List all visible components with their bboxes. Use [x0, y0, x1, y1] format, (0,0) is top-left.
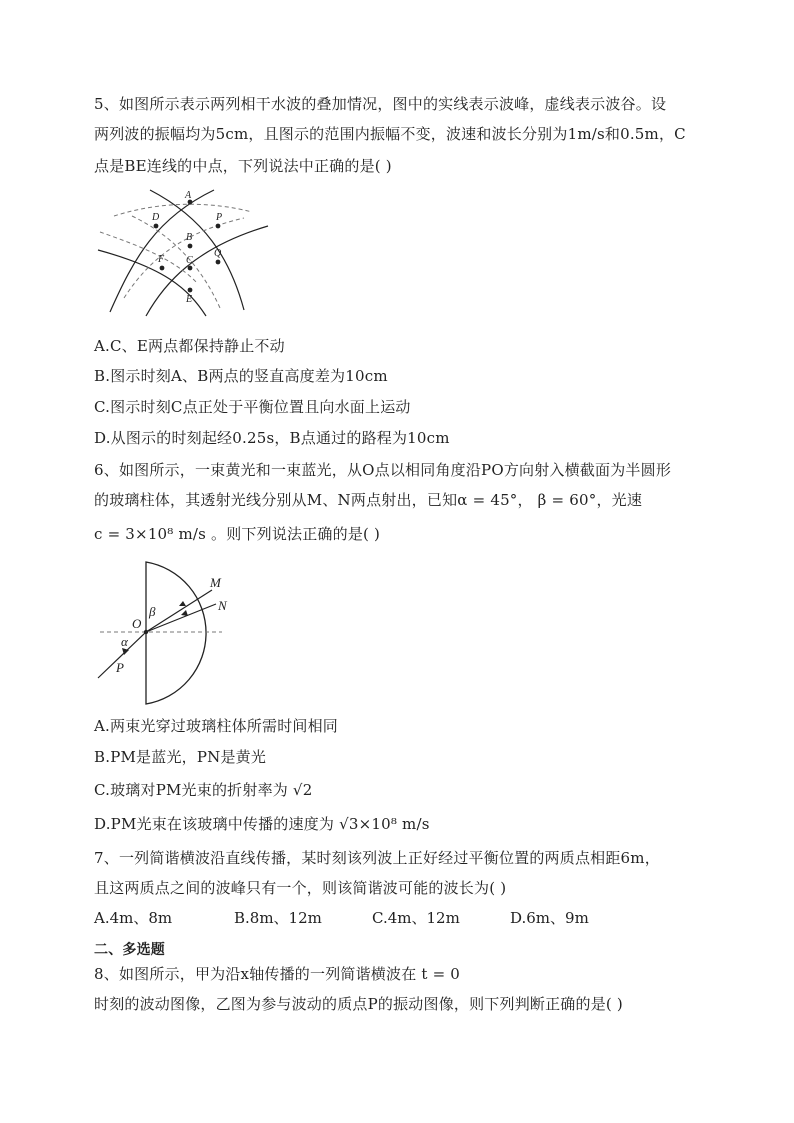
- point-B: [188, 244, 193, 249]
- trough-arc-1: [114, 204, 252, 216]
- label-E: E: [186, 294, 193, 305]
- q6-line2: 的玻璃柱体，其透射光线分别从M、N两点射出，已知α = 45°， β = 60°，光速: [94, 491, 643, 509]
- q6-semicircle-refraction-figure: [94, 560, 244, 706]
- point-Q: [216, 260, 221, 265]
- q7-option-d: D.6m、9m: [510, 909, 589, 927]
- q5-line1: 5、如图所示表示两列相干水波的叠加情况，图中的实线表示波峰，虚线表示波谷。设: [94, 95, 667, 113]
- section-title-multiple-choice: 二、多选题: [94, 942, 165, 958]
- label-C: C: [186, 255, 193, 266]
- label-P: P: [216, 212, 223, 223]
- label-N: N: [218, 598, 227, 613]
- q5-option-b: B.图示时刻A、B两点的竖直高度差为10cm: [94, 367, 388, 385]
- q6-line3: c = 3×10⁸ m/s 。则下列说法正确的是( ): [94, 525, 381, 543]
- label-alpha: α: [121, 634, 128, 649]
- q6-option-b: B.PM是蓝光，PN是黄光: [94, 748, 267, 766]
- q6-option-d: D.PM光束在该玻璃中传播的速度为 √3×10⁸ m/s: [94, 815, 430, 833]
- label-B: B: [186, 232, 193, 243]
- q6-option-c: C.玻璃对PM光束的折射率为 √2: [94, 781, 313, 799]
- crest-arc-1: [110, 190, 214, 312]
- trough-arc-2: [124, 218, 244, 298]
- label-P: P: [116, 660, 124, 675]
- label-beta: β: [149, 604, 156, 619]
- label-O: O: [132, 616, 142, 631]
- point-D: [154, 224, 159, 229]
- q7-line1: 7、一列简谐横波沿直线传播，某时刻该列波上正好经过平衡位置的两质点相距6m，: [94, 849, 660, 867]
- q5-option-d: D.从图示的时刻起经0.25s，B点通过的路程为10cm: [94, 429, 450, 447]
- label-D: D: [152, 212, 160, 223]
- q5-line2: 两列波的振幅均为5cm，且图示的范围内振幅不变，波速和波长分别为1m/s和0.5m，C: [94, 125, 686, 143]
- q7-line2: 且这两质点之间的波峰只有一个，则该简谐波可能的波长为( ): [94, 879, 507, 897]
- crest-arc-2: [146, 226, 268, 316]
- trough-arc-4: [100, 232, 198, 284]
- point-E: [188, 288, 193, 293]
- q7-option-a: A.4m、8m: [94, 909, 173, 927]
- ray-ON-arrow: [181, 610, 188, 616]
- q6-option-a: A.两束光穿过玻璃柱体所需时间相同: [94, 717, 339, 735]
- glass-semicircle: [146, 562, 206, 704]
- point-F: [160, 266, 165, 271]
- ray-OM-arrow: [179, 601, 186, 606]
- trough-arc-3: [132, 216, 220, 308]
- crest-arc-3: [150, 190, 244, 310]
- q8-line1: 8、如图所示，甲为沿x轴传播的一列简谐横波在 t = 0: [94, 965, 461, 983]
- q7-option-c: C.4m、12m: [372, 909, 460, 927]
- q8-line2: 时刻的波动图像，乙图为参与波动的质点P的振动图像，则下列判断正确的是( ): [94, 995, 623, 1013]
- label-A: A: [185, 190, 192, 201]
- label-F: F: [158, 254, 165, 265]
- q5-wave-interference-figure: [94, 188, 284, 320]
- point-O: [144, 630, 148, 634]
- q5-option-a: A.C、E两点都保持静止不动: [94, 337, 285, 355]
- q5-line3: 点是BE连线的中点，下列说法中正确的是( ): [94, 157, 392, 175]
- point-C: [188, 266, 193, 271]
- q7-option-b: B.8m、12m: [234, 909, 322, 927]
- q6-line1: 6、如图所示，一束黄光和一束蓝光，从O点以相同角度沿PO方向射入横截面为半圆形: [94, 461, 672, 479]
- label-Q: Q: [214, 248, 222, 259]
- label-M: M: [210, 575, 221, 590]
- point-P: [216, 224, 221, 229]
- q5-option-c: C.图示时刻C点正处于平衡位置且向水面上运动: [94, 398, 411, 416]
